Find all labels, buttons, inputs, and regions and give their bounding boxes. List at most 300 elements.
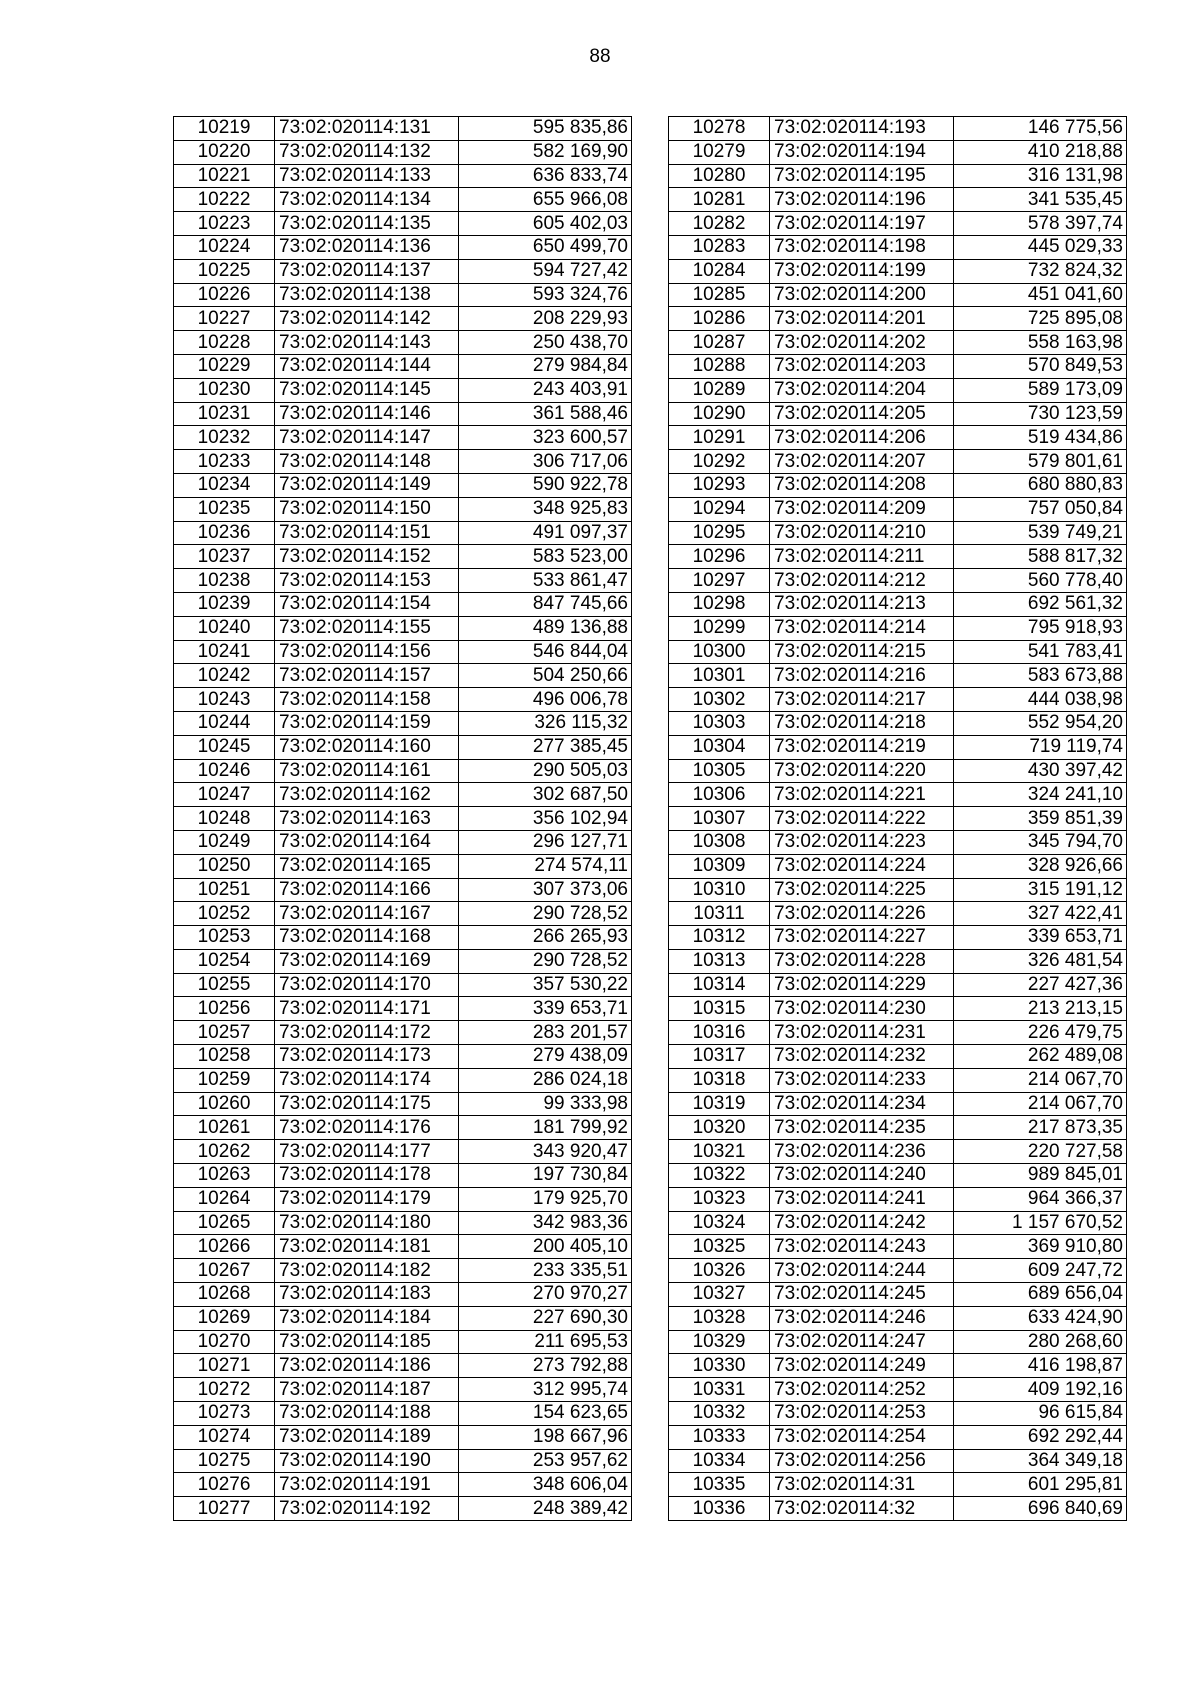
cadastral-number-cell: 73:02:020114:211 (770, 545, 954, 569)
table-row (174, 117, 632, 141)
cadastral-number-cell: 73:02:020114:247 (770, 1330, 954, 1354)
cadastral-number-cell: 73:02:020114:133 (275, 164, 459, 188)
cadastral-value-cell: 348 925,83 (459, 497, 632, 521)
cadastral-number-cell: 73:02:020114:188 (275, 1402, 459, 1426)
row-number-cell: 10238 (174, 569, 275, 593)
table-row (669, 1378, 1127, 1402)
table-row (174, 1211, 632, 1235)
row-number-cell: 10229 (174, 354, 275, 378)
cadastral-number-cell: 73:02:020114:232 (770, 1045, 954, 1069)
table-row (669, 1425, 1127, 1449)
row-number-cell: 10226 (174, 283, 275, 307)
cadastral-number-cell: 73:02:020114:186 (275, 1354, 459, 1378)
cadastral-value-cell: 444 038,98 (954, 688, 1127, 712)
row-number-cell: 10334 (669, 1449, 770, 1473)
row-number-cell: 10285 (669, 283, 770, 307)
cadastral-value-cell: 253 957,62 (459, 1449, 632, 1473)
table-row (669, 259, 1127, 283)
cadastral-number-cell: 73:02:020114:227 (770, 926, 954, 950)
cadastral-number-cell: 73:02:020114:229 (770, 973, 954, 997)
cadastral-number-cell: 73:02:020114:170 (275, 973, 459, 997)
table-row (669, 1259, 1127, 1283)
table-row (669, 592, 1127, 616)
table-row (174, 188, 632, 212)
cadastral-value-cell: 214 067,70 (954, 1092, 1127, 1116)
cadastral-number-cell: 73:02:020114:224 (770, 854, 954, 878)
cadastral-value-cell: 445 029,33 (954, 235, 1127, 259)
row-number-cell: 10329 (669, 1330, 770, 1354)
row-number-cell: 10230 (174, 378, 275, 402)
row-number-cell: 10260 (174, 1092, 275, 1116)
cadastral-value-cell: 692 561,32 (954, 592, 1127, 616)
cadastral-value-cell: 233 335,51 (459, 1259, 632, 1283)
row-number-cell: 10324 (669, 1211, 770, 1235)
table-row (174, 830, 632, 854)
table-row (174, 569, 632, 593)
cadastral-value-cell: 696 840,69 (954, 1497, 1127, 1521)
cadastral-number-cell: 73:02:020114:177 (275, 1140, 459, 1164)
row-number-cell: 10277 (174, 1497, 275, 1521)
cadastral-value-cell: 356 102,94 (459, 807, 632, 831)
cadastral-number-cell: 73:02:020114:138 (275, 283, 459, 307)
cadastral-value-cell: 262 489,08 (954, 1045, 1127, 1069)
cadastral-value-cell: 324 241,10 (954, 783, 1127, 807)
row-number-cell: 10270 (174, 1330, 275, 1354)
cadastral-number-cell: 73:02:020114:164 (275, 830, 459, 854)
cadastral-number-cell: 73:02:020114:219 (770, 735, 954, 759)
cadastral-number-cell: 73:02:020114:190 (275, 1449, 459, 1473)
cadastral-value-cell: 964 366,37 (954, 1187, 1127, 1211)
row-number-cell: 10228 (174, 331, 275, 355)
cadastral-value-cell: 725 895,08 (954, 307, 1127, 331)
cadastral-value-cell: 496 006,78 (459, 688, 632, 712)
cadastral-number-cell: 73:02:020114:225 (770, 878, 954, 902)
cadastral-number-cell: 73:02:020114:241 (770, 1187, 954, 1211)
cadastral-value-cell: 274 574,11 (459, 854, 632, 878)
table-row (669, 759, 1127, 783)
row-number-cell: 10320 (669, 1116, 770, 1140)
cadastral-number-cell: 73:02:020114:181 (275, 1235, 459, 1259)
cadastral-value-cell: 1 157 670,52 (954, 1211, 1127, 1235)
cadastral-value-cell: 279 984,84 (459, 354, 632, 378)
table-row (174, 497, 632, 521)
cadastral-value-cell: 277 385,45 (459, 735, 632, 759)
cadastral-value-cell: 307 373,06 (459, 878, 632, 902)
cadastral-number-cell: 73:02:020114:240 (770, 1164, 954, 1188)
row-number-cell: 10224 (174, 235, 275, 259)
cadastral-number-cell: 73:02:020114:226 (770, 902, 954, 926)
cadastral-value-cell: 296 127,71 (459, 830, 632, 854)
cadastral-value-cell: 348 606,04 (459, 1473, 632, 1497)
cadastral-value-cell: 364 349,18 (954, 1449, 1127, 1473)
cadastral-value-cell: 582 169,90 (459, 140, 632, 164)
cadastral-value-cell: 795 918,93 (954, 616, 1127, 640)
row-number-cell: 10249 (174, 830, 275, 854)
cadastral-number-cell: 73:02:020114:172 (275, 1021, 459, 1045)
cadastral-number-cell: 73:02:020114:161 (275, 759, 459, 783)
row-number-cell: 10252 (174, 902, 275, 926)
row-number-cell: 10301 (669, 664, 770, 688)
cadastral-number-cell: 73:02:020114:137 (275, 259, 459, 283)
cadastral-value-cell: 273 792,88 (459, 1354, 632, 1378)
row-number-cell: 10233 (174, 450, 275, 474)
table-row (669, 354, 1127, 378)
table-row (174, 1021, 632, 1045)
table-row (174, 997, 632, 1021)
cadastral-number-cell: 73:02:020114:212 (770, 569, 954, 593)
cadastral-value-cell: 609 247,72 (954, 1259, 1127, 1283)
cadastral-number-cell: 73:02:020114:157 (275, 664, 459, 688)
cadastral-value-cell: 208 229,93 (459, 307, 632, 331)
cadastral-value-cell: 594 727,42 (459, 259, 632, 283)
row-number-cell: 10288 (669, 354, 770, 378)
cadastral-number-cell: 73:02:020114:175 (275, 1092, 459, 1116)
cadastral-number-cell: 73:02:020114:235 (770, 1116, 954, 1140)
row-number-cell: 10282 (669, 212, 770, 236)
table-row (669, 688, 1127, 712)
cadastral-value-cell: 339 653,71 (954, 926, 1127, 950)
table-row (174, 592, 632, 616)
table-row (174, 1354, 632, 1378)
cadastral-value-cell: 588 817,32 (954, 545, 1127, 569)
cadastral-number-cell: 73:02:020114:243 (770, 1235, 954, 1259)
table-row (669, 521, 1127, 545)
table-row (174, 1045, 632, 1069)
cadastral-number-cell: 73:02:020114:221 (770, 783, 954, 807)
table-row (174, 616, 632, 640)
cadastral-number-cell: 73:02:020114:176 (275, 1116, 459, 1140)
table-row (174, 545, 632, 569)
cadastral-number-cell: 73:02:020114:132 (275, 140, 459, 164)
table-row (174, 807, 632, 831)
table-row (174, 1378, 632, 1402)
cadastral-value-cell: 213 213,15 (954, 997, 1127, 1021)
cadastral-value-cell: 290 505,03 (459, 759, 632, 783)
cadastral-number-cell: 73:02:020114:187 (275, 1378, 459, 1402)
table-row (669, 854, 1127, 878)
row-number-cell: 10304 (669, 735, 770, 759)
cadastral-value-cell: 154 623,65 (459, 1402, 632, 1426)
row-number-cell: 10222 (174, 188, 275, 212)
cadastral-number-cell: 73:02:020114:163 (275, 807, 459, 831)
table-row (669, 164, 1127, 188)
row-number-cell: 10302 (669, 688, 770, 712)
cadastral-value-cell: 248 389,42 (459, 1497, 632, 1521)
cadastral-value-cell: 719 119,74 (954, 735, 1127, 759)
table-row (669, 402, 1127, 426)
table-row (174, 354, 632, 378)
cadastral-value-cell: 595 835,86 (459, 117, 632, 141)
row-number-cell: 10326 (669, 1259, 770, 1283)
cadastral-number-cell: 73:02:020114:223 (770, 830, 954, 854)
row-number-cell: 10321 (669, 1140, 770, 1164)
row-number-cell: 10283 (669, 235, 770, 259)
cadastral-number-cell: 73:02:020114:155 (275, 616, 459, 640)
cadastral-value-cell: 328 926,66 (954, 854, 1127, 878)
row-number-cell: 10262 (174, 1140, 275, 1164)
cadastral-number-cell: 73:02:020114:151 (275, 521, 459, 545)
cadastral-value-cell: 552 954,20 (954, 711, 1127, 735)
cadastral-number-cell: 73:02:020114:166 (275, 878, 459, 902)
row-number-cell: 10306 (669, 783, 770, 807)
cadastral-number-cell: 73:02:020114:245 (770, 1283, 954, 1307)
cadastral-value-cell: 220 727,58 (954, 1140, 1127, 1164)
cadastral-number-cell: 73:02:020114:217 (770, 688, 954, 712)
cadastral-value-cell: 847 745,66 (459, 592, 632, 616)
cadastral-number-cell: 73:02:020114:149 (275, 473, 459, 497)
table-row (669, 1473, 1127, 1497)
cadastral-value-cell: 589 173,09 (954, 378, 1127, 402)
cadastral-value-cell: 326 481,54 (954, 949, 1127, 973)
cadastral-number-cell: 73:02:020114:231 (770, 1021, 954, 1045)
table-row (174, 235, 632, 259)
cadastral-number-cell: 73:02:020114:158 (275, 688, 459, 712)
table-row (174, 1497, 632, 1521)
table-row (669, 1235, 1127, 1259)
table-row (174, 307, 632, 331)
cadastral-value-cell: 570 849,53 (954, 354, 1127, 378)
table-row (669, 640, 1127, 664)
cadastral-number-cell: 73:02:020114:218 (770, 711, 954, 735)
row-number-cell: 10257 (174, 1021, 275, 1045)
cadastral-number-cell: 73:02:020114:220 (770, 759, 954, 783)
row-number-cell: 10309 (669, 854, 770, 878)
cadastral-number-cell: 73:02:020114:198 (770, 235, 954, 259)
cadastral-value-cell: 583 673,88 (954, 664, 1127, 688)
cadastral-number-cell: 73:02:020114:185 (275, 1330, 459, 1354)
table-row (174, 640, 632, 664)
row-number-cell: 10336 (669, 1497, 770, 1521)
cadastral-number-cell: 73:02:020114:222 (770, 807, 954, 831)
cadastral-number-cell: 73:02:020114:31 (770, 1473, 954, 1497)
row-number-cell: 10259 (174, 1068, 275, 1092)
row-number-cell: 10312 (669, 926, 770, 950)
table-row (669, 450, 1127, 474)
cadastral-number-cell: 73:02:020114:182 (275, 1259, 459, 1283)
row-number-cell: 10248 (174, 807, 275, 831)
row-number-cell: 10293 (669, 473, 770, 497)
cadastral-value-cell: 96 615,84 (954, 1402, 1127, 1426)
cadastral-value-cell: 181 799,92 (459, 1116, 632, 1140)
cadastral-value-cell: 211 695,53 (459, 1330, 632, 1354)
cadastral-value-cell: 504 250,66 (459, 664, 632, 688)
cadastral-number-cell: 73:02:020114:208 (770, 473, 954, 497)
cadastral-value-cell: 357 530,22 (459, 973, 632, 997)
cadastral-value-cell: 179 925,70 (459, 1187, 632, 1211)
cadastral-value-cell: 266 265,93 (459, 926, 632, 950)
cadastral-number-cell: 73:02:020114:183 (275, 1283, 459, 1307)
table-row (174, 664, 632, 688)
cadastral-value-cell: 200 405,10 (459, 1235, 632, 1259)
cadastral-number-cell: 73:02:020114:246 (770, 1306, 954, 1330)
cadastral-value-table-right (668, 116, 1127, 1521)
table-row (174, 331, 632, 355)
row-number-cell: 10296 (669, 545, 770, 569)
cadastral-value-cell: 430 397,42 (954, 759, 1127, 783)
cadastral-value-cell: 361 588,46 (459, 402, 632, 426)
cadastral-value-cell: 732 824,32 (954, 259, 1127, 283)
row-number-cell: 10303 (669, 711, 770, 735)
row-number-cell: 10235 (174, 497, 275, 521)
cadastral-value-cell: 339 653,71 (459, 997, 632, 1021)
row-number-cell: 10258 (174, 1045, 275, 1069)
row-number-cell: 10255 (174, 973, 275, 997)
cadastral-number-cell: 73:02:020114:173 (275, 1045, 459, 1069)
cadastral-number-cell: 73:02:020114:204 (770, 378, 954, 402)
row-number-cell: 10219 (174, 117, 275, 141)
cadastral-number-cell: 73:02:020114:148 (275, 450, 459, 474)
row-number-cell: 10243 (174, 688, 275, 712)
table-row (669, 830, 1127, 854)
cadastral-number-cell: 73:02:020114:195 (770, 164, 954, 188)
table-row (174, 926, 632, 950)
table-row (174, 1092, 632, 1116)
cadastral-number-cell: 73:02:020114:156 (275, 640, 459, 664)
row-number-cell: 10325 (669, 1235, 770, 1259)
table-row (669, 1449, 1127, 1473)
table-row (174, 164, 632, 188)
table-row (669, 1045, 1127, 1069)
row-number-cell: 10297 (669, 569, 770, 593)
cadastral-number-cell: 73:02:020114:202 (770, 331, 954, 355)
cadastral-value-cell: 198 667,96 (459, 1425, 632, 1449)
table-row (174, 973, 632, 997)
table-row (669, 1211, 1127, 1235)
table-row (669, 735, 1127, 759)
cadastral-value-cell: 323 600,57 (459, 426, 632, 450)
row-number-cell: 10273 (174, 1402, 275, 1426)
table-row (669, 1306, 1127, 1330)
table-row (174, 212, 632, 236)
table-row (174, 1425, 632, 1449)
cadastral-value-cell: 343 920,47 (459, 1140, 632, 1164)
row-number-cell: 10221 (174, 164, 275, 188)
row-number-cell: 10333 (669, 1425, 770, 1449)
table-row (669, 1164, 1127, 1188)
cadastral-number-cell: 73:02:020114:135 (275, 212, 459, 236)
cadastral-number-cell: 73:02:020114:253 (770, 1402, 954, 1426)
cadastral-number-cell: 73:02:020114:154 (275, 592, 459, 616)
cadastral-value-cell: 315 191,12 (954, 878, 1127, 902)
row-number-cell: 10264 (174, 1187, 275, 1211)
cadastral-number-cell: 73:02:020114:254 (770, 1425, 954, 1449)
cadastral-value-cell: 689 656,04 (954, 1283, 1127, 1307)
cadastral-number-cell: 73:02:020114:213 (770, 592, 954, 616)
row-number-cell: 10284 (669, 259, 770, 283)
row-number-cell: 10261 (174, 1116, 275, 1140)
row-number-cell: 10298 (669, 592, 770, 616)
table-row (669, 1330, 1127, 1354)
cadastral-value-cell: 541 783,41 (954, 640, 1127, 664)
table-row (669, 878, 1127, 902)
cadastral-number-cell: 73:02:020114:196 (770, 188, 954, 212)
row-number-cell: 10268 (174, 1283, 275, 1307)
cadastral-value-cell: 539 749,21 (954, 521, 1127, 545)
table-row (174, 259, 632, 283)
table-row (669, 235, 1127, 259)
cadastral-number-cell: 73:02:020114:201 (770, 307, 954, 331)
row-number-cell: 10250 (174, 854, 275, 878)
table-row (174, 783, 632, 807)
cadastral-number-cell: 73:02:020114:136 (275, 235, 459, 259)
row-number-cell: 10220 (174, 140, 275, 164)
cadastral-value-cell: 578 397,74 (954, 212, 1127, 236)
cadastral-number-cell: 73:02:020114:184 (275, 1306, 459, 1330)
cadastral-value-cell: 250 438,70 (459, 331, 632, 355)
cadastral-value-cell: 491 097,37 (459, 521, 632, 545)
row-number-cell: 10287 (669, 331, 770, 355)
table-row (174, 426, 632, 450)
table-row (669, 1068, 1127, 1092)
cadastral-number-cell: 73:02:020114:165 (275, 854, 459, 878)
cadastral-value-cell: 283 201,57 (459, 1021, 632, 1045)
cadastral-number-cell: 73:02:020114:167 (275, 902, 459, 926)
cadastral-value-cell: 416 198,87 (954, 1354, 1127, 1378)
table-row (669, 283, 1127, 307)
cadastral-number-cell: 73:02:020114:242 (770, 1211, 954, 1235)
table-row (669, 664, 1127, 688)
cadastral-number-cell: 73:02:020114:249 (770, 1354, 954, 1378)
table-row (669, 1283, 1127, 1307)
cadastral-number-cell: 73:02:020114:191 (275, 1473, 459, 1497)
cadastral-number-cell: 73:02:020114:236 (770, 1140, 954, 1164)
row-number-cell: 10234 (174, 473, 275, 497)
row-number-cell: 10231 (174, 402, 275, 426)
row-number-cell: 10244 (174, 711, 275, 735)
row-number-cell: 10251 (174, 878, 275, 902)
row-number-cell: 10300 (669, 640, 770, 664)
table-row (174, 759, 632, 783)
cadastral-number-cell: 73:02:020114:189 (275, 1425, 459, 1449)
table-row (174, 1140, 632, 1164)
cadastral-number-cell: 73:02:020114:256 (770, 1449, 954, 1473)
cadastral-value-cell: 342 983,36 (459, 1211, 632, 1235)
cadastral-value-cell: 290 728,52 (459, 902, 632, 926)
cadastral-value-cell: 546 844,04 (459, 640, 632, 664)
cadastral-value-cell: 243 403,91 (459, 378, 632, 402)
cadastral-number-cell: 73:02:020114:171 (275, 997, 459, 1021)
row-number-cell: 10279 (669, 140, 770, 164)
cadastral-value-cell: 451 041,60 (954, 283, 1127, 307)
table-row (669, 569, 1127, 593)
cadastral-value-cell: 197 730,84 (459, 1164, 632, 1188)
cadastral-number-cell: 73:02:020114:160 (275, 735, 459, 759)
row-number-cell: 10294 (669, 497, 770, 521)
cadastral-value-cell: 312 995,74 (459, 1378, 632, 1402)
cadastral-number-cell: 73:02:020114:205 (770, 402, 954, 426)
row-number-cell: 10225 (174, 259, 275, 283)
row-number-cell: 10328 (669, 1306, 770, 1330)
cadastral-value-cell: 146 775,56 (954, 117, 1127, 141)
cadastral-value-cell: 217 873,35 (954, 1116, 1127, 1140)
table-row (669, 1354, 1127, 1378)
table-row (174, 1187, 632, 1211)
table-row (174, 140, 632, 164)
row-number-cell: 10242 (174, 664, 275, 688)
cadastral-value-cell: 560 778,40 (954, 569, 1127, 593)
row-number-cell: 10227 (174, 307, 275, 331)
table-row (669, 711, 1127, 735)
table-row (669, 783, 1127, 807)
cadastral-number-cell: 73:02:020114:228 (770, 949, 954, 973)
cadastral-value-cell: 605 402,03 (459, 212, 632, 236)
row-number-cell: 10315 (669, 997, 770, 1021)
cadastral-number-cell: 73:02:020114:159 (275, 711, 459, 735)
cadastral-value-cell: 327 422,41 (954, 902, 1127, 926)
cadastral-number-cell: 73:02:020114:180 (275, 1211, 459, 1235)
row-number-cell: 10245 (174, 735, 275, 759)
cadastral-number-cell: 73:02:020114:162 (275, 783, 459, 807)
